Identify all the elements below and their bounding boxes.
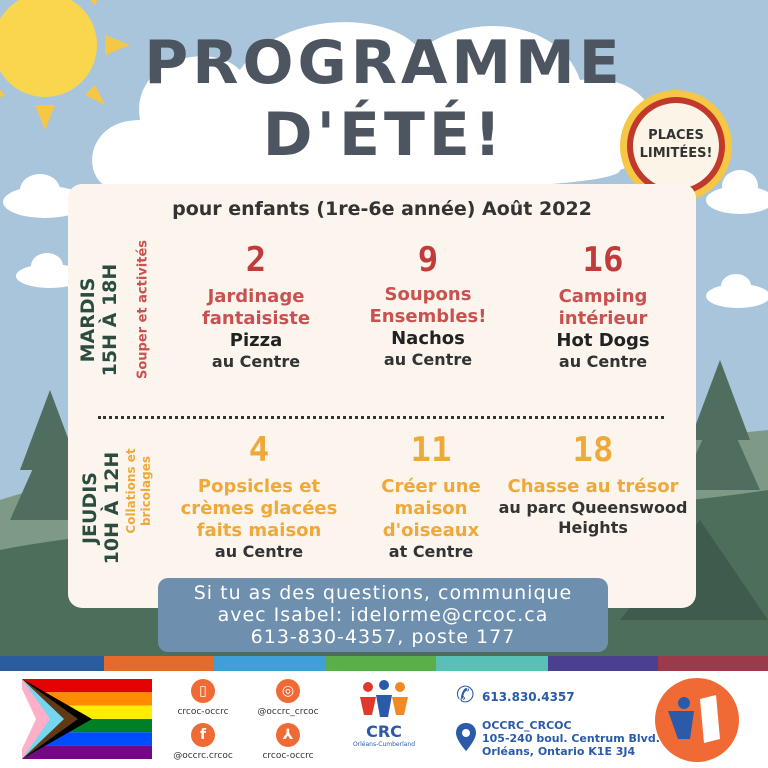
stripe-4: [326, 656, 436, 671]
tuesday-note: Souper et activités: [135, 240, 151, 380]
event-location: au Centre: [211, 352, 301, 371]
event-date: 18: [572, 430, 614, 470]
contact-box: [158, 578, 608, 652]
stripe-6: [548, 656, 658, 671]
thursday-event-1: [178, 430, 340, 562]
contact-line-2[interactable]: avec Isabel: idelorme@crcoc.ca: [217, 604, 549, 626]
title-line-2: D'ÉTÉ!: [262, 100, 506, 170]
footer-address-2: Orléans, Ontario K1E 3J4: [482, 745, 636, 758]
thursday-note: [124, 436, 154, 546]
footer-phone[interactable]: 613.830.4357: [482, 690, 575, 704]
footer: [0, 671, 768, 768]
orange-org-logo-icon: [654, 677, 740, 763]
thursday-event-2: [368, 430, 494, 562]
event-food: Pizza: [229, 330, 283, 351]
stripe-3: [214, 656, 326, 671]
event-date: 16: [582, 240, 624, 280]
social-label: crcoc-occrc: [177, 707, 229, 717]
crc-logo-subtitle: Orléans-Cumberland: [352, 741, 416, 748]
event-activity: Camping intérieur: [558, 286, 648, 329]
event-food: Hot Dogs: [556, 330, 650, 351]
thursday-note-line-2: bricolages: [139, 455, 153, 527]
social-label: @occrc.crcoc: [173, 751, 233, 761]
schedule-card: [68, 184, 696, 608]
badge-line-2: LIMITÉES!: [639, 146, 713, 161]
pride-flag-icon: [22, 679, 152, 759]
contact-line-3: 613-830-4357, poste 177: [250, 626, 516, 648]
stripe-2: [104, 656, 214, 671]
social-instagram[interactable]: [248, 679, 328, 717]
event-date: 9: [417, 240, 439, 280]
location-pin-icon: [456, 723, 476, 751]
event-location: at Centre: [388, 542, 474, 561]
event-location: au Centre: [383, 350, 473, 369]
thursday-event-3: [498, 430, 688, 538]
contact-line-1: Si tu as des questions, communique: [193, 582, 573, 604]
stripe-7: [658, 656, 768, 671]
tuesday-time: 15H À 18H: [99, 263, 121, 377]
tuesday-event-3: [538, 240, 668, 372]
social-website[interactable]: [168, 679, 238, 717]
event-location: au Centre: [558, 352, 648, 371]
cloud-right-2: [700, 270, 768, 310]
tuesday-event-1: [178, 240, 334, 372]
tuesday-label: [77, 245, 121, 395]
stripe-5: [436, 656, 548, 671]
footer-org: OCCRC_CRCOC: [482, 719, 572, 732]
phone-icon: ✆: [456, 683, 475, 708]
event-activity: Créer une maison d'oiseaux: [381, 476, 481, 541]
thursday-label: [79, 445, 123, 571]
footer-address-1: 105-240 boul. Centrum Blvd.: [482, 732, 660, 745]
event-activity: Chasse au trésor: [507, 476, 679, 497]
crc-logo: [344, 677, 424, 748]
people-logo-icon: [354, 677, 414, 719]
event-activity: Jardinage fantaisiste: [201, 286, 311, 329]
tuesday-day: MARDIS: [77, 277, 99, 363]
thursday-time: 10H À 12H: [101, 451, 123, 565]
thursday-day: JEUDIS: [79, 472, 101, 545]
facebook-icon: f: [191, 723, 215, 747]
event-date: 4: [248, 430, 270, 470]
instagram-icon: ◎: [276, 679, 300, 703]
event-location: au Centre: [214, 542, 304, 561]
subtitle: pour enfants (1re-6e année) Août 2022: [172, 198, 592, 220]
event-food: Nachos: [391, 328, 465, 349]
event-location: au parc Queenswood Heights: [498, 498, 688, 537]
social-linkedin[interactable]: [248, 723, 328, 761]
event-date: 11: [410, 430, 452, 470]
event-date: 2: [245, 240, 267, 280]
social-label: @occrc_crcoc: [257, 707, 319, 717]
thursday-note-line-1: Collations et: [124, 448, 138, 534]
event-activity: Soupons Ensembles!: [369, 284, 487, 327]
tuesday-event-2: [358, 240, 498, 370]
event-activity: Popsicles et crèmes glacées faits maison: [180, 476, 338, 541]
badge-line-1: PLACES: [648, 128, 704, 143]
mouse-icon: ▯: [191, 679, 215, 703]
crc-logo-name: CRC: [366, 722, 402, 741]
linkedin-icon: ⅄: [276, 723, 300, 747]
social-facebook[interactable]: [168, 723, 238, 761]
title-line-1: PROGRAMME: [144, 28, 624, 98]
social-label: crcoc-occrc: [262, 751, 314, 761]
section-divider: [98, 416, 664, 419]
stripe-1: [0, 656, 104, 671]
